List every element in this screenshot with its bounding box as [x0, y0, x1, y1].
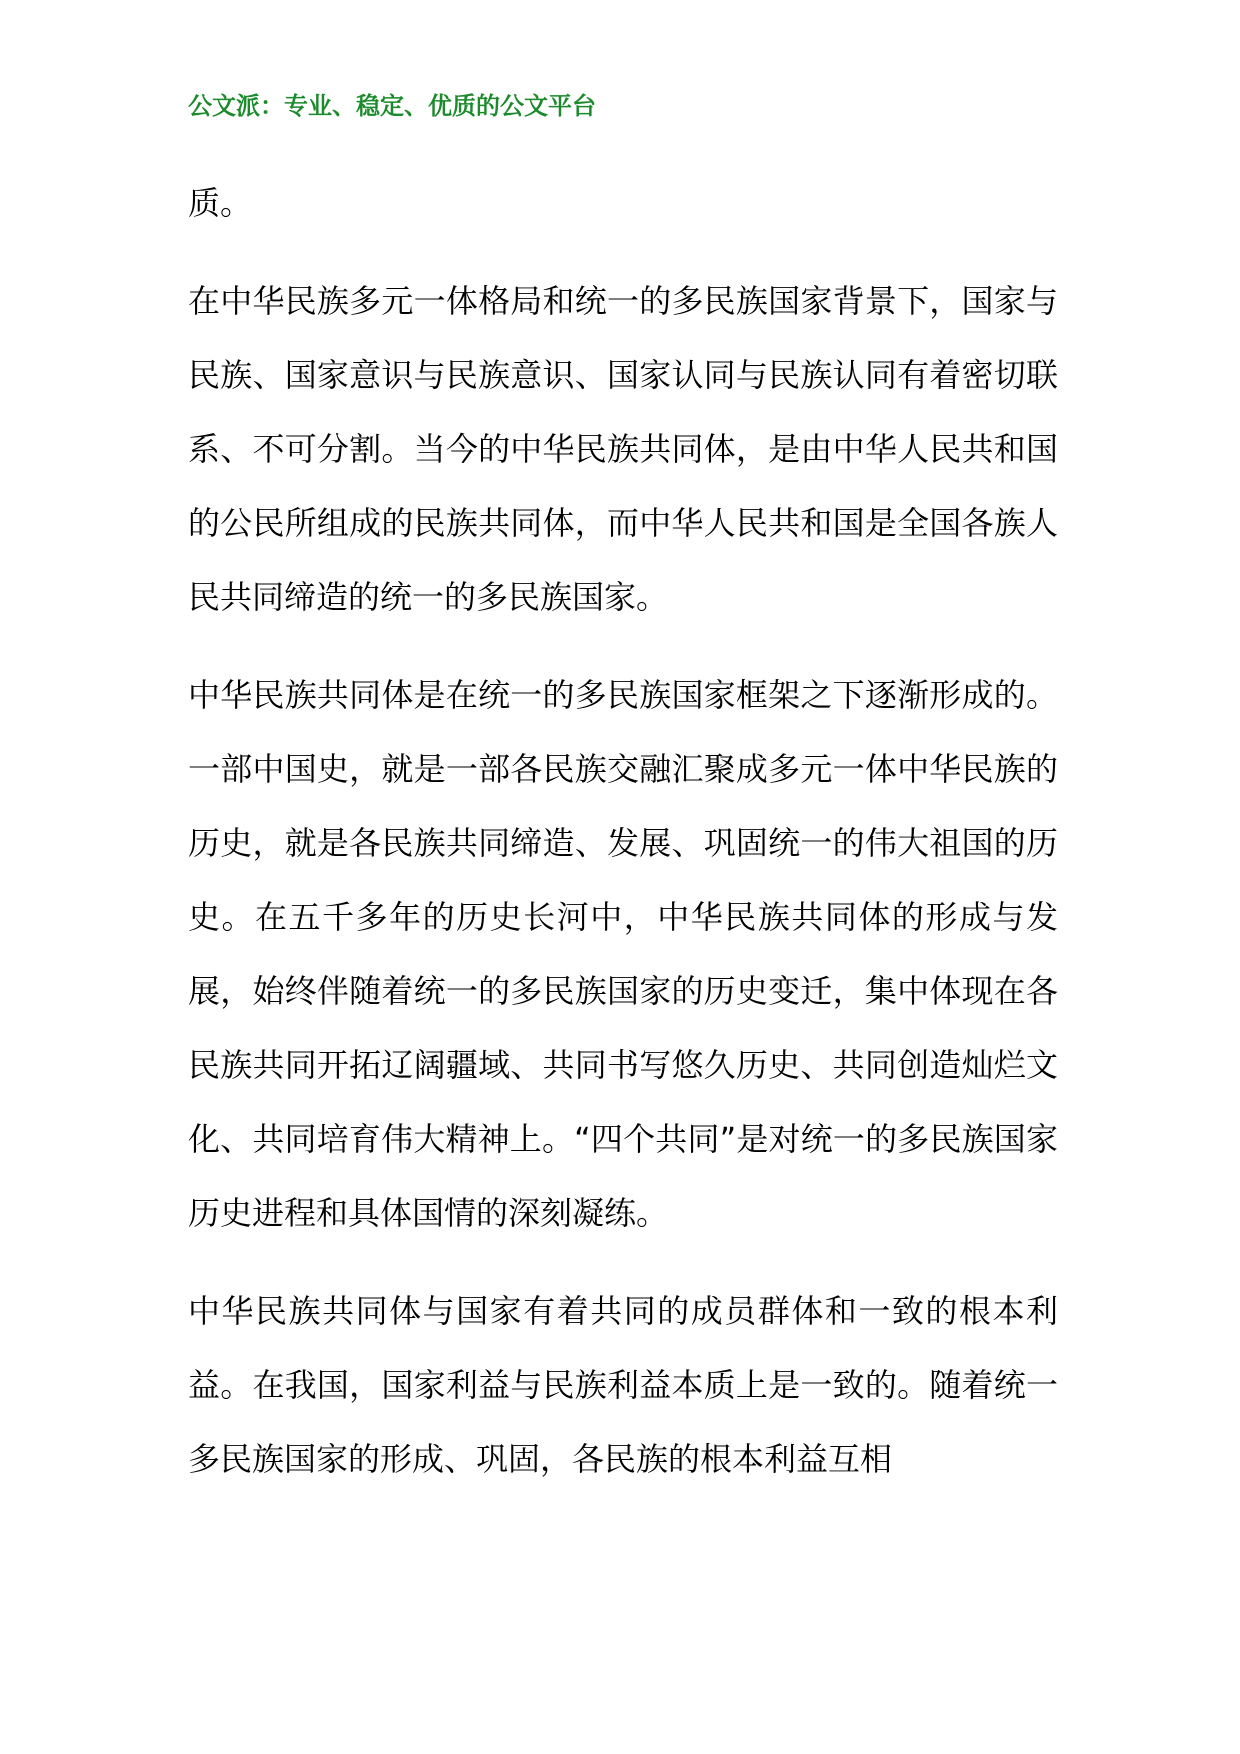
header-title: 公文派：专业、稳定、优质的公文平台	[188, 92, 596, 120]
paragraph-1: 质。	[188, 184, 253, 222]
document-body	[188, 166, 1058, 1520]
paragraph-3: 中华民族共同体是在统一的多民族国家框架之下逐渐形成的。一部中国史，就是一部各民族交融汇聚成多元一体中华民族的历史，就是各民族共同缔造、发展、巩固统一的伟大祖国的历史。在五千多年的历史长河中，中华民族共同体的形成与发展，始终伴随着统一的多民族国家的历史变迁，集中体现在各民族共同开拓辽阔疆域、共同书写悠久历史、共同创造灿烂文化、共同培育伟大精神上。“四个共同”是对统一的多民族国家历史进程和具体国情的深刻凝练。	[188, 676, 1058, 1232]
paragraph-2: 在中华民族多元一体格局和统一的多民族国家背景下，国家与民族、国家意识与民族意识、国家认同与民族认同有着密切联系、不可分割。当今的中华民族共同体，是由中华人民共和国的公民所组成的民族共同体，而中华人民共和国是全国各族人民共同缔造的统一的多民族国家。	[188, 282, 1058, 616]
paragraph-4: 中华民族共同体与国家有着共同的成员群体和一致的根本利益。在我国，国家利益与民族利益本质上是一致的。随着统一多民族国家的形成、巩固，各民族的根本利益互相	[188, 1292, 1058, 1478]
